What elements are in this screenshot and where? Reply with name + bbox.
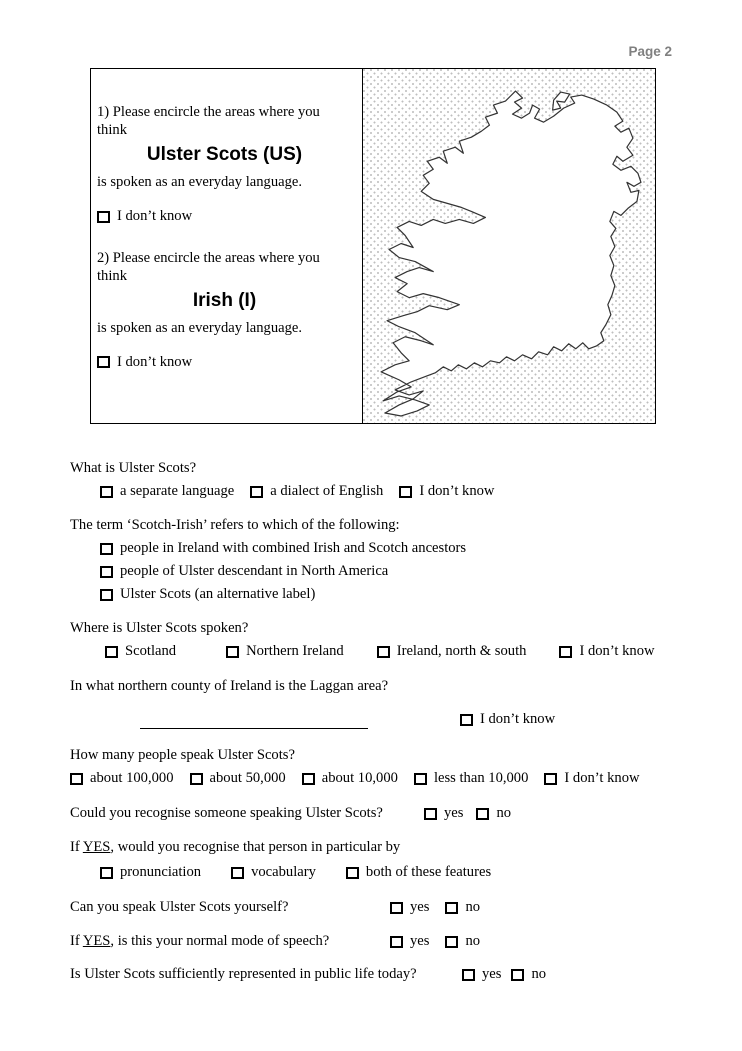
checkbox[interactable] bbox=[226, 646, 239, 658]
yes-checkbox[interactable] bbox=[390, 936, 403, 948]
option-less-than-10000[interactable] bbox=[414, 770, 528, 787]
question-text-part: If bbox=[70, 839, 83, 855]
question-public-life: Is Ulster Scots sufficiently represented in public life today? bbox=[70, 966, 417, 982]
checkbox[interactable] bbox=[377, 646, 390, 658]
map-instruction-box bbox=[90, 68, 656, 424]
options-recognise-by bbox=[100, 864, 491, 881]
option-alternative-label[interactable] bbox=[100, 586, 315, 603]
instruction-1-language: Ulster Scots (US) bbox=[146, 144, 303, 165]
instruction-1-outro: is spoken as an everyday language. bbox=[97, 174, 303, 190]
map-instructions-panel bbox=[91, 69, 363, 423]
yes-checkbox[interactable] bbox=[390, 902, 403, 914]
option-label: about 50,000 bbox=[209, 770, 286, 786]
option-dont-know[interactable] bbox=[399, 483, 494, 500]
options-scotch-irish bbox=[100, 586, 315, 603]
checkbox[interactable] bbox=[105, 646, 118, 658]
options-what-is-ulster-scots bbox=[100, 483, 494, 500]
option-label: both of these features bbox=[365, 864, 492, 880]
question-scotch-irish: The term ‘Scotch-Irish’ refers to which of the following: bbox=[70, 517, 400, 533]
ireland-outline bbox=[381, 91, 641, 416]
instruction-2-intro: 2) Please encircle the areas where you think bbox=[97, 249, 320, 284]
option-label: yes bbox=[410, 899, 430, 915]
yes-no-could-recognise bbox=[424, 805, 511, 822]
instruction-2-dont-know-option[interactable] bbox=[97, 354, 192, 371]
checkbox[interactable] bbox=[97, 356, 110, 368]
option-label: I don’t know bbox=[480, 711, 556, 727]
option-pronunciation[interactable] bbox=[100, 864, 201, 881]
yes-no-public-life bbox=[462, 966, 546, 983]
no-checkbox[interactable] bbox=[511, 969, 524, 981]
option-ireland-north-south[interactable] bbox=[377, 643, 527, 660]
option-about-100000[interactable] bbox=[70, 770, 174, 787]
option-label: yes bbox=[482, 966, 502, 982]
options-where-spoken bbox=[105, 643, 655, 660]
question-laggan-county: In what northern county of Ireland is the Laggan area? bbox=[70, 678, 389, 694]
checkbox[interactable] bbox=[559, 646, 572, 658]
yes-checkbox[interactable] bbox=[462, 969, 475, 981]
option-yes[interactable] bbox=[390, 933, 429, 950]
option-label: no bbox=[531, 966, 547, 982]
checkbox[interactable] bbox=[250, 486, 263, 498]
option-northern-ireland[interactable] bbox=[226, 643, 344, 660]
option-yes[interactable] bbox=[424, 805, 463, 822]
ireland-map[interactable] bbox=[363, 69, 655, 423]
option-no[interactable] bbox=[445, 933, 480, 950]
question-how-many-speakers: How many people speak Ulster Scots? bbox=[70, 747, 295, 763]
option-no[interactable] bbox=[511, 966, 546, 983]
checkbox[interactable] bbox=[100, 589, 113, 601]
option-label: I don’t know bbox=[564, 770, 640, 786]
question-text-part: , is this your normal mode of speech? bbox=[110, 933, 330, 949]
option-label: people of Ulster descendant in North America bbox=[120, 563, 389, 579]
checkbox[interactable] bbox=[544, 773, 557, 785]
option-label: a dialect of English bbox=[270, 483, 384, 499]
option-no[interactable] bbox=[476, 805, 511, 822]
option-no[interactable] bbox=[445, 899, 480, 916]
option-label: a separate language bbox=[120, 483, 235, 499]
question-speak-yourself: Can you speak Ulster Scots yourself? bbox=[70, 899, 289, 915]
option-separate-language[interactable] bbox=[100, 483, 234, 500]
no-checkbox[interactable] bbox=[445, 936, 458, 948]
option-ulster-descendant[interactable] bbox=[100, 563, 388, 580]
option-label: Ulster Scots (an alternative label) bbox=[120, 586, 316, 602]
instruction-2-outro: is spoken as an everyday language. bbox=[97, 319, 303, 336]
option-label: no bbox=[496, 805, 512, 821]
question-could-recognise: Could you recognise someone speaking Ulster Scots? bbox=[70, 805, 383, 821]
checkbox[interactable] bbox=[100, 566, 113, 578]
option-label: people in Ireland with combined Irish and Scotch ancestors bbox=[120, 540, 467, 556]
option-label: I don’t know bbox=[117, 208, 193, 224]
option-dont-know[interactable] bbox=[460, 711, 555, 728]
checkbox[interactable] bbox=[302, 773, 315, 785]
yes-checkbox[interactable] bbox=[424, 808, 437, 820]
ireland-map-svg bbox=[363, 69, 655, 423]
question-text-part: If bbox=[70, 933, 83, 949]
option-label: Ireland, north & south bbox=[396, 643, 527, 659]
answer-blank[interactable] bbox=[140, 712, 368, 729]
option-yes[interactable] bbox=[390, 899, 429, 916]
checkbox[interactable] bbox=[231, 867, 244, 879]
option-label: no bbox=[465, 899, 481, 915]
underlined-yes: YES bbox=[82, 839, 111, 855]
page-number: Page 2 bbox=[628, 44, 672, 59]
option-label: about 100,000 bbox=[90, 770, 174, 786]
option-dont-know[interactable] bbox=[559, 643, 654, 660]
option-label: vocabulary bbox=[251, 864, 316, 880]
yes-no-normal-mode bbox=[390, 933, 480, 950]
underlined-yes: YES bbox=[82, 933, 111, 949]
option-label: I don’t know bbox=[579, 643, 655, 659]
option-label: pronunciation bbox=[120, 864, 202, 880]
question-recognise-by bbox=[70, 839, 400, 856]
question-where-spoken: Where is Ulster Scots spoken? bbox=[70, 620, 249, 636]
options-laggan bbox=[460, 711, 555, 728]
options-scotch-irish bbox=[100, 563, 388, 580]
checkbox[interactable] bbox=[414, 773, 427, 785]
checkbox[interactable] bbox=[97, 211, 110, 223]
option-label: yes bbox=[444, 805, 464, 821]
instruction-1-intro: 1) Please encircle the areas where you think bbox=[97, 104, 320, 138]
yes-no-speak-yourself bbox=[390, 899, 480, 916]
option-scotland[interactable] bbox=[105, 643, 176, 660]
option-combined-ancestors[interactable] bbox=[100, 540, 466, 557]
option-vocabulary[interactable] bbox=[231, 864, 316, 881]
option-about-10000[interactable] bbox=[302, 770, 398, 787]
option-label: less than 10,000 bbox=[433, 770, 529, 786]
checkbox[interactable] bbox=[460, 714, 473, 726]
option-both-features[interactable] bbox=[346, 864, 491, 881]
checkbox[interactable] bbox=[399, 486, 412, 498]
question-what-is-ulster-scots: What is Ulster Scots? bbox=[70, 460, 197, 476]
instruction-2-language: Irish (I) bbox=[192, 289, 257, 311]
option-label: Northern Ireland bbox=[246, 643, 344, 659]
option-label: yes bbox=[410, 933, 430, 949]
question-normal-mode bbox=[70, 933, 329, 950]
checkbox[interactable] bbox=[346, 867, 359, 879]
no-checkbox[interactable] bbox=[476, 808, 489, 820]
option-label: no bbox=[465, 933, 481, 949]
option-label: about 10,000 bbox=[321, 770, 398, 786]
option-about-50000[interactable] bbox=[190, 770, 286, 787]
option-yes[interactable] bbox=[462, 966, 501, 983]
checkbox[interactable] bbox=[100, 867, 113, 879]
checkbox[interactable] bbox=[70, 773, 83, 785]
option-label: Scotland bbox=[125, 643, 177, 659]
checkbox[interactable] bbox=[100, 543, 113, 555]
checkbox[interactable] bbox=[100, 486, 113, 498]
options-how-many-speakers bbox=[70, 770, 640, 787]
checkbox[interactable] bbox=[190, 773, 203, 785]
options-scotch-irish bbox=[100, 540, 466, 557]
instruction-1-dont-know-option[interactable] bbox=[97, 208, 192, 225]
option-label: I don’t know bbox=[117, 353, 193, 370]
option-label: I don’t know bbox=[419, 483, 495, 499]
no-checkbox[interactable] bbox=[445, 902, 458, 914]
option-dialect-of-english[interactable] bbox=[250, 483, 383, 500]
question-text-part: , would you recognise that person in particular by bbox=[110, 839, 401, 855]
option-dont-know[interactable] bbox=[544, 770, 639, 787]
